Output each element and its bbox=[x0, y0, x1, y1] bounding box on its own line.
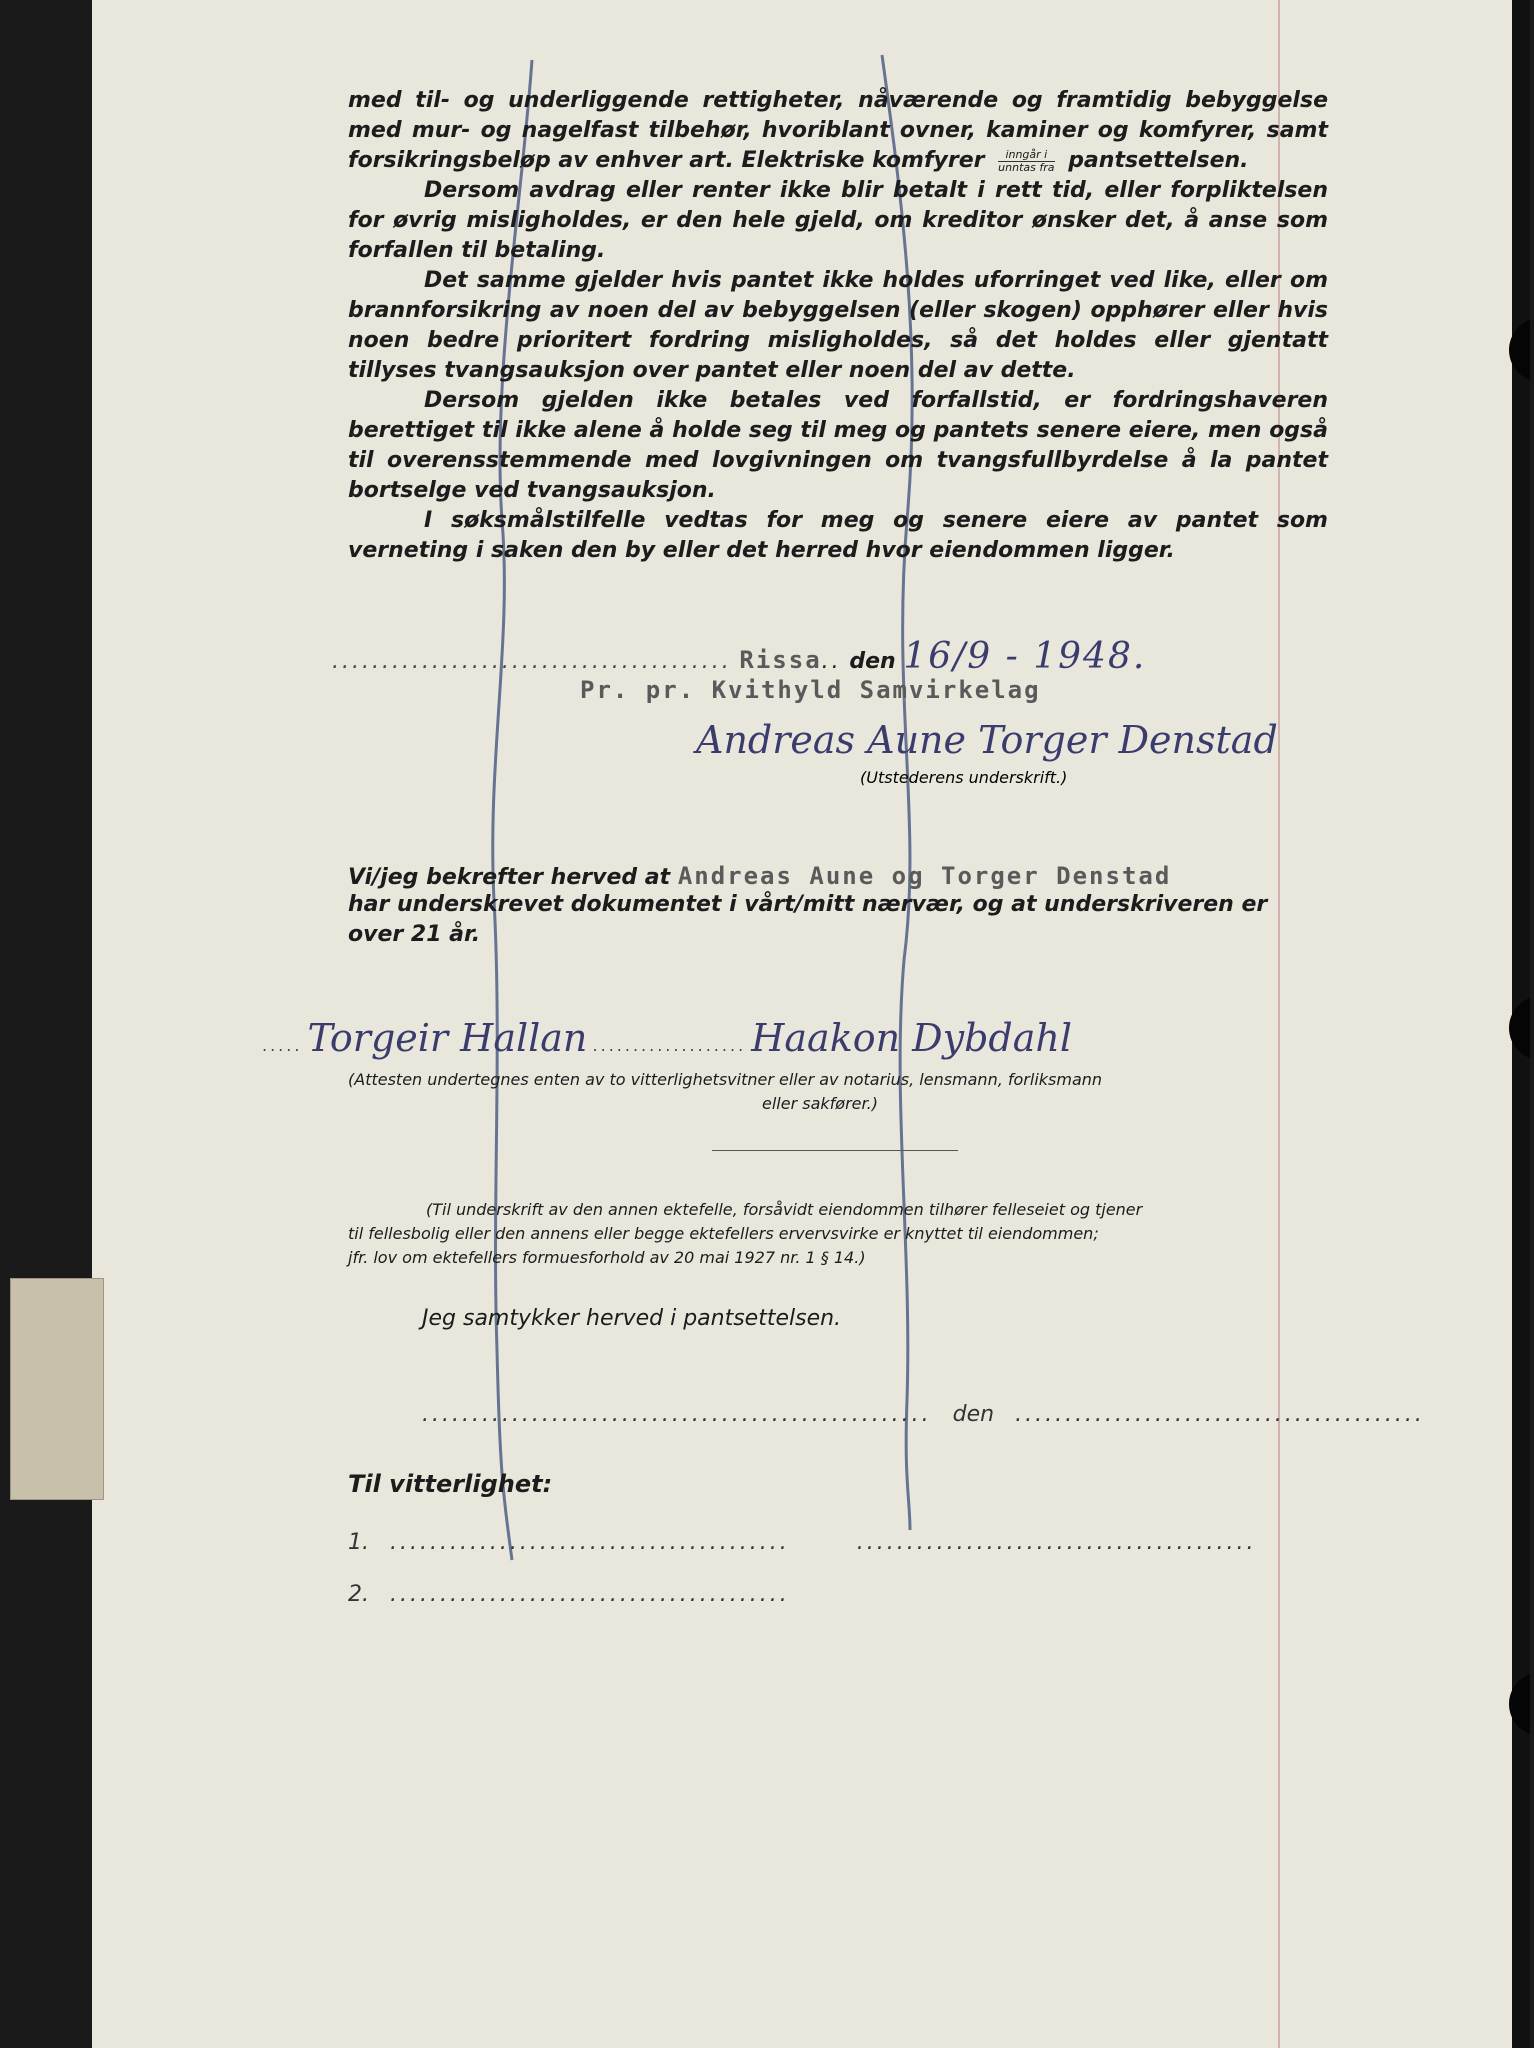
witness-item-2: 2. bbox=[348, 1582, 369, 1607]
spouse-den-label: den bbox=[952, 1402, 995, 1427]
organization-typed: Pr. pr. Kvithyld Samvirkelag bbox=[580, 676, 1041, 704]
paragraph-1 bbox=[348, 86, 1328, 176]
document-page bbox=[92, 0, 1530, 2048]
attestation-names: Andreas Aune og Torger Denstad bbox=[677, 862, 1172, 890]
attestation-line-1 bbox=[348, 862, 1171, 890]
paragraph-2: Dersom avdrag eller renter ikke blir betalt i rett tid, eller forpliktelsen for øvrig misligholdes, er den hele gjeld, om kreditor ønsker det, å anse som forfallen til betaling. bbox=[348, 178, 1328, 263]
spouse-date-line: ................................................... den ......................................... bbox=[422, 1402, 1425, 1427]
place-date-line: ........................................ Rissa.. den 16/9 - 1948. bbox=[332, 636, 1147, 677]
place-typed: Rissa bbox=[739, 646, 822, 674]
attestation-lead: Vi/jeg bekrefter herved at bbox=[348, 865, 671, 890]
paragraph-5: I søksmålstilfelle vedtas for meg og senere eiere av pantet som verneting i saken den by eller det herred hvor eiendommen ligger. bbox=[348, 508, 1328, 563]
witness-1-signature: Torgeir Hallan bbox=[307, 1016, 588, 1060]
attestation-note-1: (Attesten undertegnes enten av to vitterlighetsvitner eller av notarius, lensmann, forliksmann bbox=[348, 1070, 1103, 1089]
signature-caption: (Utstederens underskrift.) bbox=[860, 768, 1068, 787]
witness-line-1: 1. ........................................ ........................................ bbox=[348, 1530, 1257, 1555]
scan-binding-strip bbox=[10, 1278, 104, 1500]
spouse-note-3: jfr. lov om ektefellers formuesforhold av 20 mai 1927 nr. 1 § 14.) bbox=[348, 1248, 866, 1267]
den-label: den bbox=[849, 649, 896, 674]
choice-fraction bbox=[998, 149, 1054, 174]
paragraph-3: Det samme gjelder hvis pantet ikke holdes uforringet ved like, eller om brannforsikring av noen del av bebyggelsen (eller skogen) opphører eller hvis noen bedre prioritert fordring misligholdes, så det holdes eller gjentatt tillyses tvangsauksjon over pantet eller noen del av dette. bbox=[348, 268, 1328, 383]
paragraph-4: Dersom gjelden ikke betales ved forfallstid, er fordringshaveren berettiget til ikke alene å holde seg til meg og pantets senere eiere, men også til overensstemmende med lovgivningen om tvangsfullbyrdelse å la pantet bortselge ved tvangsauksjon. bbox=[348, 388, 1328, 503]
issuer-signature: Andreas Aune Torger Denstad bbox=[696, 718, 1278, 762]
attestation-note-2: eller sakfører.) bbox=[762, 1094, 878, 1113]
attestation-line-3: over 21 år. bbox=[348, 922, 481, 947]
witness-heading: Til vitterlighet: bbox=[348, 1470, 553, 1498]
spouse-consent: Jeg samtykker herved i pantsettelsen. bbox=[422, 1306, 842, 1331]
witness-signature-line: ..... Torgeir Hallan ................... Haakon Dybdahl bbox=[262, 1016, 1073, 1060]
paragraph-1-text: med til- og underliggende rettigheter, nåværende og framtidig bebyggelse med mur- og nagelfast tilbehør, hvoriblant ovner, kaminer og komfyrer, samt forsikringsbeløp av enhver art. Elektriske komfyrer bbox=[348, 88, 1328, 173]
date-handwritten: 16/9 - 1948. bbox=[903, 636, 1147, 677]
witness-2-signature: Haakon Dybdahl bbox=[751, 1016, 1073, 1060]
spouse-note-2: til fellesbolig eller den annens eller begge ektefellers ervervsvirke er knyttet til eiendommen; bbox=[348, 1224, 1099, 1243]
divider bbox=[712, 1150, 958, 1151]
attestation-line-2: har underskrevet dokumentet i vårt/mitt nærvær, og at underskriveren er bbox=[348, 892, 1268, 917]
document-body bbox=[348, 86, 1328, 566]
witness-item-1: 1. bbox=[348, 1530, 369, 1555]
fraction-bottom: unntas fra bbox=[998, 160, 1055, 174]
paragraph-1-end: pantsettelsen. bbox=[1068, 148, 1249, 173]
witness-line-2: 2. ........................................ bbox=[348, 1582, 790, 1607]
spouse-note-1: (Til underskrift av den annen ektefelle, forsåvidt eiendommen tilhører felleseiet og tjener bbox=[426, 1200, 1143, 1219]
fraction-top: inngår i bbox=[998, 149, 1054, 162]
